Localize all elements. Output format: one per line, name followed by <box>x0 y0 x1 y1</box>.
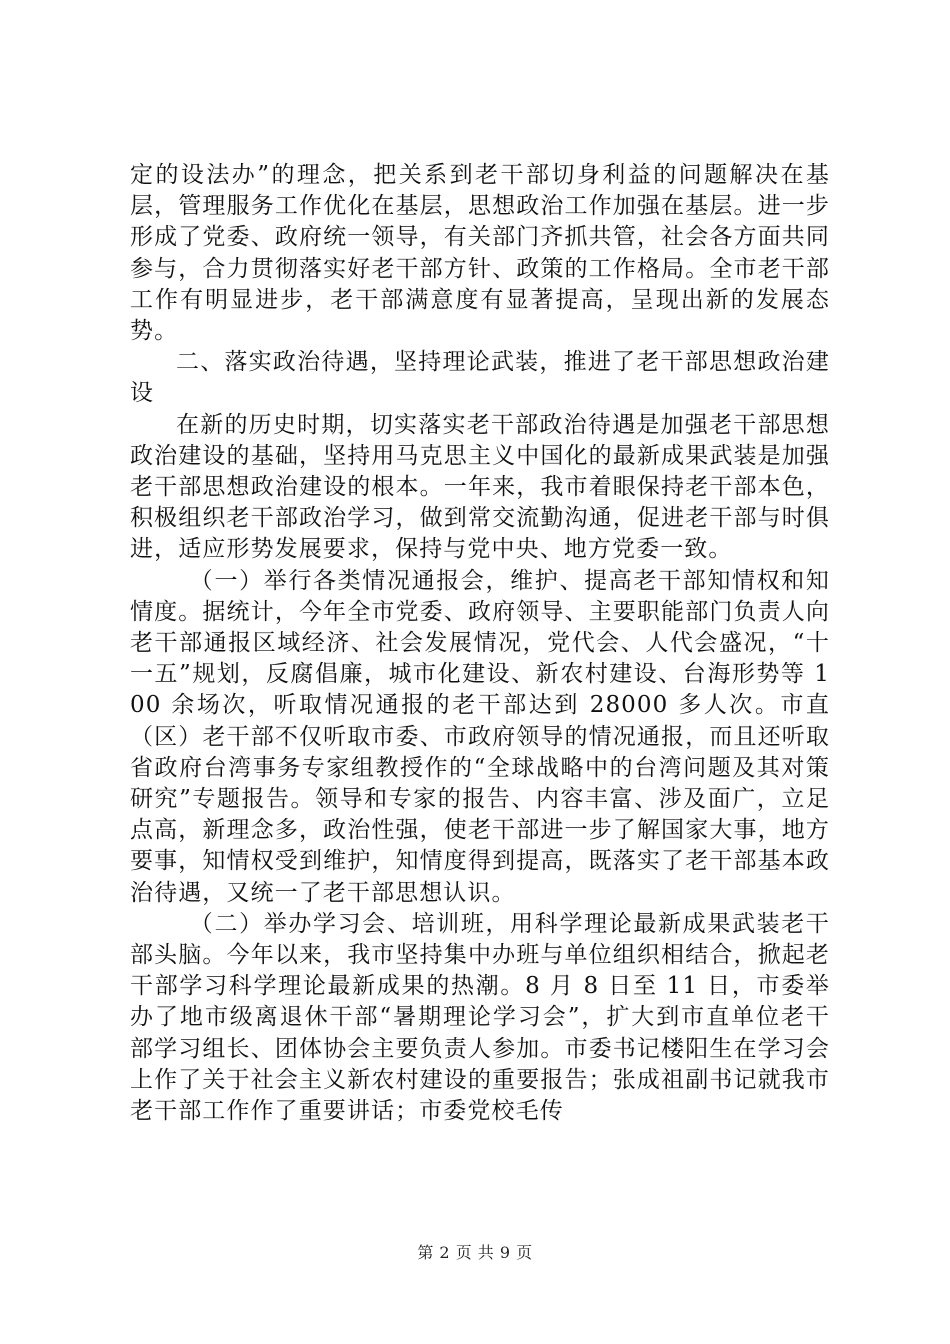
paragraph-continuation: 定的设法办”的理念，把关系到老干部切身利益的问题解决在基层，管理服务工作优化在基层，思想政治工作加强在基层。进一步形成了党委、政府统一领导，有关部门齐抓共管，社会各方面共同参与，合力贯彻落实好老干部方针、政策的工作格局。全市老干部工作有明显进步，老干部满意度有显著提高，呈现出新的发展态势。 <box>130 162 830 345</box>
document-body <box>130 160 830 1127</box>
paragraph-item-1: （一）举行各类情况通报会，维护、提高老干部知情权和知情度。据统计，今年全市党委、政府领导、主要职能部门负责人向老干部通报区域经济、社会发展情况，党代会、人代会盛况，“十一五”规划，反腐倡廉，城市化建设、新农村建设、台海形势等 100 余场次，听取情况通报的老干部达到 28000 多人次。市直（区）老干部不仅听取市委、市政府领导的情况通报，而且还听取省政府台湾事务专家组教授作的“全球战略中的台湾问题及其对策研究”专题报告。领导和专家的报告、内容丰富、涉及面广，立足点高，新理念多，政治性强，使老干部进一步了解国家大事，地方要事，知情权受到维护，知情度得到提高，既落实了老干部基本政治待遇，又统一了老干部思想认识。 <box>130 567 830 906</box>
page-number-footer: 第 2 页 共 9 页 <box>417 1243 533 1262</box>
section-heading-2: 二、落实政治待遇，坚持理论武装，推进了老干部思想政治建设 <box>130 349 830 407</box>
paragraph-item-2: （二）举办学习会、培训班，用科学理论最新成果武装老干部头脑。今年以来，我市坚持集中办班与单位组织相结合，掀起老干部学习科学理论最新成果的热潮。8 月 8 日至 11 日，市委举办了地市级离退休干部“暑期理论学习会”，扩大到市直单位老干部学习组长、团体协会主要负责人参加。市委书记楼阳生在学习会上作了关于社会主义新农村建设的重要报告；张成祖副书记就我市老干部工作作了重要讲话；市委党校毛传 <box>130 910 830 1125</box>
paragraph-section-intro: 在新的历史时期，切实落实老干部政治待遇是加强老干部思想政治建设的基础，坚持用马克思主义中国化的最新成果武装是加强老干部思想政治建设的根本。一年来，我市着眼保持老干部本色，积极组织老干部政治学习，做到常交流勤沟通，促进老干部与时俱进，适应形势发展要求，保持与党中央、地方党委一致。 <box>130 411 830 563</box>
